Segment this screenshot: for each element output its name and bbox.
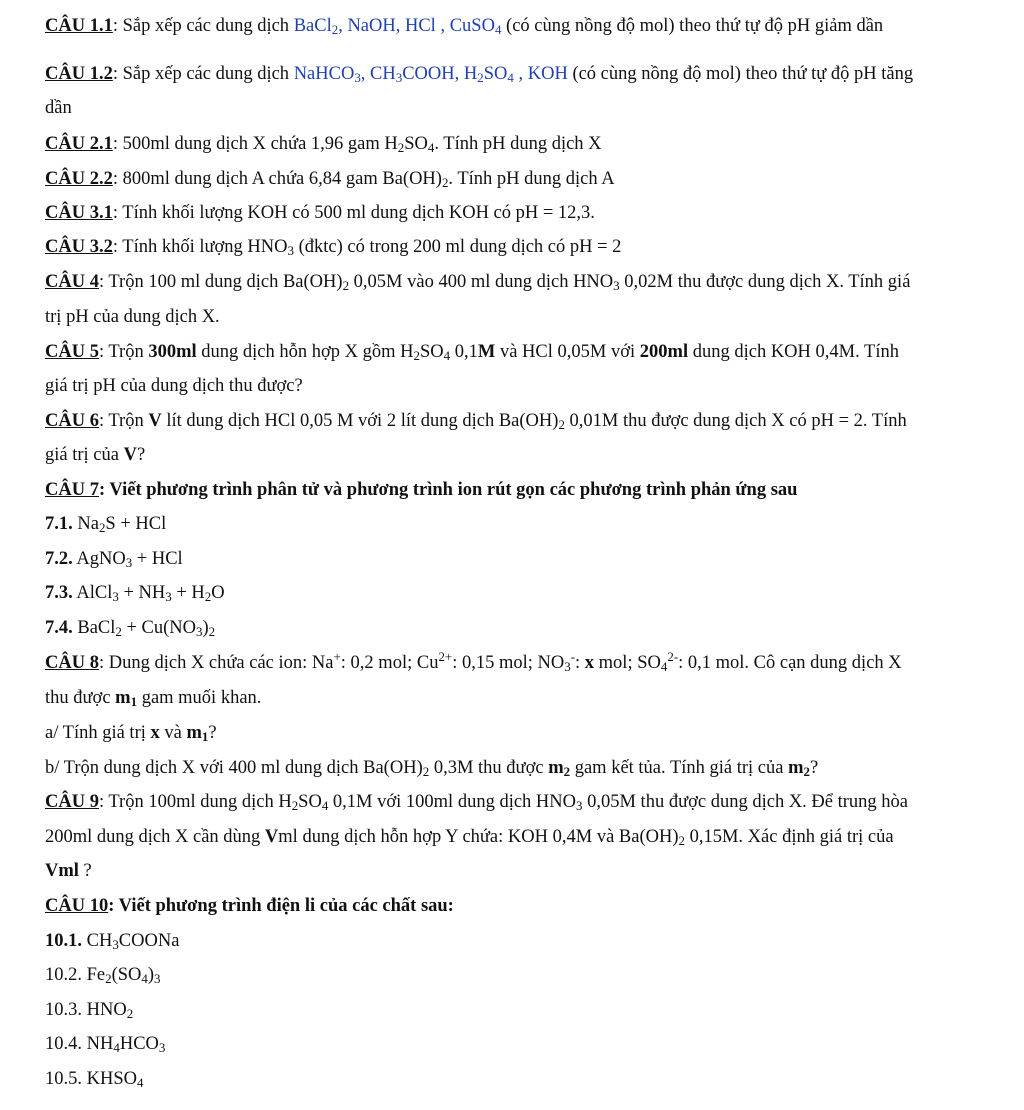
- question-label: CÂU 1.2: [45, 64, 113, 84]
- question-label: CÂU 8: [45, 653, 99, 673]
- question-8-cont: thu được $m_1$ gam muối khan.: [45, 688, 262, 710]
- question-label: CÂU 3.1: [45, 203, 113, 223]
- question-4-cont: trị pH của dung dịch X.: [45, 307, 220, 327]
- item-10-3: 10.3. $HNO_2$: [45, 1000, 134, 1022]
- reaction-7-1: 7.1. $Na_2S$ + HCl: [45, 514, 167, 536]
- question-6: CÂU 6: Trộn V lít dung dịch HCl 0,05 M với 2 lít dung dịch $Ba(OH)_2$ 0,01M thu được dung dịch X có pH = 2. Tính: [45, 411, 907, 433]
- question-label: CÂU 3.2: [45, 237, 113, 257]
- question-label: CÂU 7: [45, 480, 99, 500]
- chemical-list: BaCl$_2$, NaOH, HCl , CuSO$_4$: [293, 16, 502, 38]
- question-9-cont: 200ml dung dịch X cần dùng Vml dung dịch hỗn hợp Y chứa: KOH 0,4M và $Ba(OH)_2$ 0,15M. Xác định giá trị của: [45, 827, 894, 849]
- item-10-2: 10.2. $Fe_2(SO_4)_3$: [45, 965, 161, 987]
- question-label: CÂU 2.1: [45, 134, 113, 154]
- question-2-1: CÂU 2.1: 500ml dung dịch X chứa 1,96 gam $H_2SO_4$. Tính pH dung dịch X: [45, 134, 602, 156]
- question-1-2: CÂU 1.2: Sắp xếp các dung dịch NaHCO$_3$, $CH_3COOH$, $H_2SO_4$ , KOH (có cùng nồng độ mol) theo thứ tự độ pH tăng: [45, 64, 914, 86]
- item-10-1: 10.1. $CH_3COONa$: [45, 931, 180, 953]
- reaction-7-2: 7.2. AgNO$_3$ + HCl: [45, 549, 183, 571]
- question-9-cont-2: Vml ?: [45, 861, 92, 881]
- question-5: CÂU 5: Trộn 300ml dung dịch hỗn hợp X gồm $H_2SO_4$ 0,1M và HCl 0,05M với 200ml dung dịch KOH 0,4M. Tính: [45, 342, 899, 364]
- question-3-2: CÂU 3.2: Tính khối lượng $HNO_3$ (đktc) có trong 200 ml dung dịch có pH = 2: [45, 237, 622, 259]
- item-10-4: 10.4. $NH_4HCO_3$: [45, 1034, 166, 1056]
- question-8-part-b: b/ Trộn dung dịch X với 400 ml dung dịch $Ba(OH)_2$ 0,3M thu được $m_2$ gam kết tủa. Tính giá trị của $m_2$?: [45, 758, 819, 780]
- question-6-cont: giá trị của V?: [45, 445, 146, 465]
- question-2-2: CÂU 2.2: 800ml dung dịch A chứa 6,84 gam $Ba(OH)_2$. Tính pH dung dịch A: [45, 169, 615, 191]
- question-label: CÂU 5: [45, 342, 99, 362]
- reaction-7-3: 7.3. AlCl$_3$ + $NH_3 + H_2O$: [45, 583, 225, 605]
- question-8-part-a: a/ Tính giá trị x và $m_1$?: [45, 723, 217, 745]
- question-label: CÂU 6: [45, 411, 99, 431]
- question-8: CÂU 8: Dung dịch X chứa các ion: Na+: 0,2 mol; $Cu^{2+}$: 0,15 mol; $NO_3^-$: x mol; $SO_4^{2-}$: 0,1 mol. Cô cạn dung dịch X: [45, 648, 902, 675]
- question-label: CÂU 9: [45, 792, 99, 812]
- question-label: CÂU 10: [45, 896, 109, 916]
- question-7: CÂU 7: Viết phương trình phân tử và phương trình ion rút gọn các phương trình phản ứng sau: [45, 480, 798, 500]
- question-10: CÂU 10: Viết phương trình điện li của các chất sau:: [45, 896, 454, 916]
- question-1-2-cont: dần: [45, 98, 72, 118]
- question-1-1: CÂU 1.1: Sắp xếp các dung dịch BaCl$_2$, NaOH, HCl , CuSO$_4$ (có cùng nồng độ mol) theo thứ tự độ pH giảm dần: [45, 16, 884, 38]
- reaction-7-4: 7.4. BaCl$_2$ + $Cu(NO_3)_2$: [45, 618, 216, 640]
- question-5-cont: giá trị pH của dung dịch thu được?: [45, 376, 303, 396]
- question-9: CÂU 9: Trộn 100ml dung dịch $H_2SO_4$ 0,1M với 100ml dung dịch $HNO_3$ 0,05M thu được dung dịch X. Để trung hòa: [45, 792, 909, 814]
- item-10-5: 10.5. $KHSO_4$: [45, 1069, 144, 1091]
- question-label: CÂU 2.2: [45, 169, 113, 189]
- question-4: CÂU 4: Trộn 100 ml dung dịch $Ba(OH)_2$ 0,05M vào 400 ml dung dịch $HNO_3$ 0,02M thu được dung dịch X. Tính giá: [45, 272, 911, 294]
- chemical-list: NaHCO$_3$, $CH_3COOH$, $H_2SO_4$ , KOH: [293, 64, 568, 86]
- question-label: CÂU 4: [45, 272, 99, 292]
- question-label: CÂU 1.1: [45, 16, 113, 36]
- question-3-1: CÂU 3.1: Tính khối lượng KOH có 500 ml dung dịch KOH có pH = 12,3.: [45, 203, 595, 223]
